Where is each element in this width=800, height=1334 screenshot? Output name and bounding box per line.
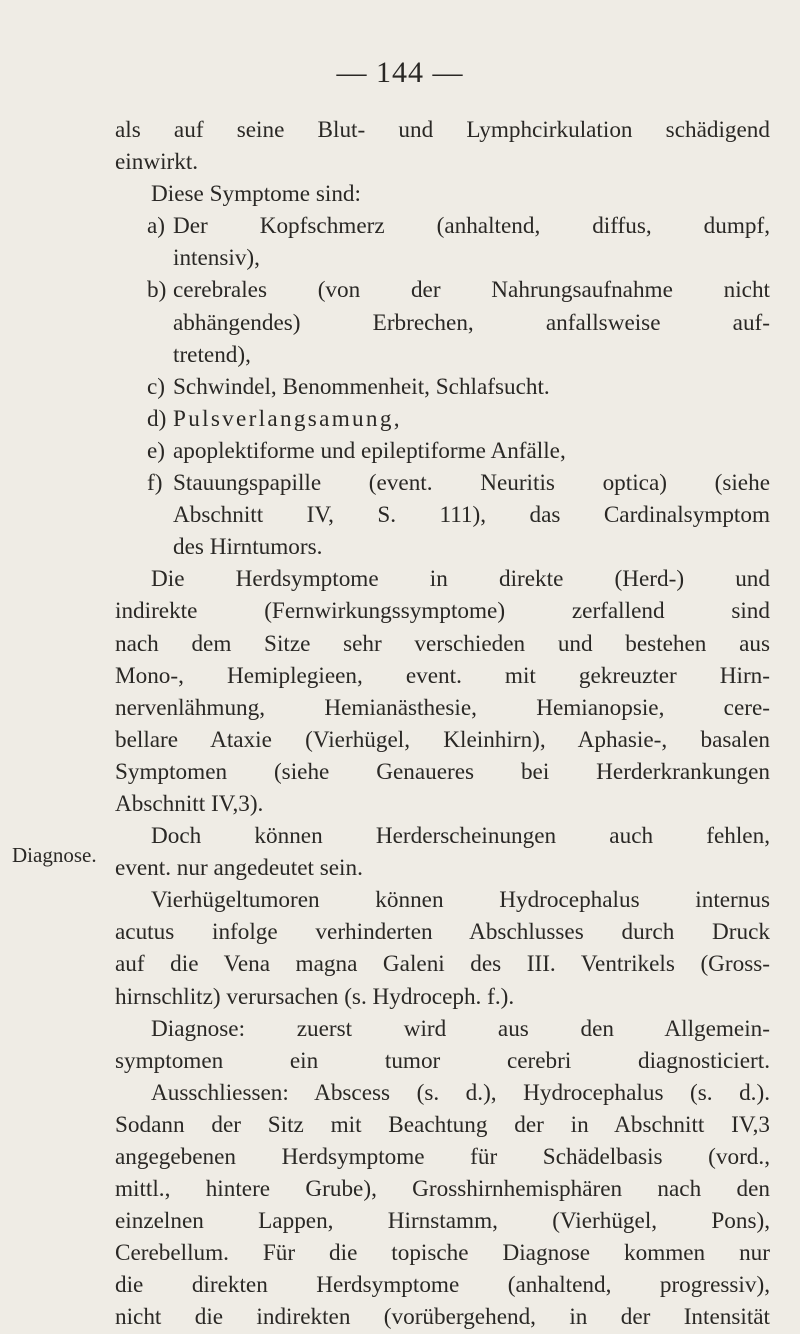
text-line: Schwindel, Benommenheit, Schlafsucht. — [173, 373, 550, 400]
body-text — [115, 114, 770, 1334]
text-line: apoplektiforme und epileptiforme Anfälle, — [173, 437, 566, 464]
text-line: bellare Ataxie (Vierhügel, Kleinhirn), Aphasie-, basalen — [115, 726, 770, 753]
text-line: Der Kopfschmerz (anhaltend, diffus, dumpf, — [173, 213, 770, 240]
text-line: nicht die indirekten (vorübergehend, in der Intensität — [115, 1304, 770, 1331]
text-line: einwirkt. — [115, 149, 199, 176]
list-label: f) — [147, 470, 163, 497]
text-line: acutus infolge verhinderten Abschlusses durch Druck — [115, 919, 770, 946]
list-item-e — [115, 435, 770, 467]
text-line: angegebenen Herdsymptome für Schädelbasis (vord., — [115, 1144, 770, 1170]
text-line: Symptomen (siehe Genaueres bei Herderkrankungen — [115, 758, 770, 785]
text-line: die direkten Herdsymptome (anhaltend, progressiv), — [115, 1272, 770, 1299]
text-line: Vierhügeltumoren können Hydrocephalus internus — [151, 887, 770, 914]
text-line: Diese Symptome sind: — [151, 181, 361, 208]
text-line: Mono-, Hemiplegieen, event. mit gekreuzter Hirn- — [115, 662, 770, 689]
text-line: nervenlähmung, Hemianästhesie, Hemianopsie, cere- — [115, 694, 770, 721]
list-item-c — [115, 371, 770, 403]
text-line: tretend), — [173, 341, 251, 368]
text-line: Doch können Herderscheinungen auch fehlen, — [151, 823, 770, 850]
margin-note-diagnose: Diagnose. — [12, 843, 97, 867]
text-line: intensiv), — [173, 245, 260, 272]
list-label: d) — [147, 405, 167, 432]
text-line: einzelnen Lappen, Hirnstamm, (Vierhügel, Pons), — [115, 1208, 770, 1235]
list-item-f — [115, 467, 770, 499]
text-line: indirekte (Fernwirkungssymptome) zerfallend sind — [115, 598, 770, 625]
list-item-d — [115, 403, 770, 435]
text-line: nach dem Sitze sehr verschieden und bestehen aus — [115, 630, 770, 657]
text-line: Die Herdsymptome in direkte (Herd-) und — [151, 566, 770, 593]
text-line: Cerebellum. Für die topische Diagnose kommen nur — [115, 1240, 770, 1267]
text-line: mittl., hintere Grube), Grosshirnhemisphären nach den — [115, 1176, 770, 1203]
text-line: event. nur angedeutet sein. — [115, 855, 363, 882]
text-line: Sodann der Sitz mit Beachtung der in Abschnitt IV,3 — [115, 1111, 770, 1138]
text-line: abhängendes) Erbrechen, anfallsweise auf- — [173, 309, 770, 336]
text-line: Abschnitt IV, S. 111), das Cardinalsymptom — [173, 502, 770, 529]
text-line: Diagnose: zuerst wird aus den Allgemein- — [151, 1015, 770, 1042]
page-number: — 144 — — [336, 56, 464, 89]
text-line: Ausschliessen: Abscess (s. d.), Hydrocephalus (s. d.). — [151, 1079, 770, 1106]
list-item-b — [115, 274, 770, 306]
text-line: Pulsverlangsamung, — [173, 405, 402, 432]
list-label: e) — [147, 437, 166, 464]
text-line: auf die Vena magna Galeni des III. Ventrikels (Gross- — [115, 951, 770, 978]
list-label: b) — [147, 277, 167, 304]
text-line: cerebrales (von der Nahrungsaufnahme nicht — [173, 277, 770, 304]
text-line: Abschnitt IV,3). — [115, 790, 264, 817]
list-item-a — [115, 210, 770, 242]
text-line: Stauungspapille (event. Neuritis optica) (siehe — [173, 470, 770, 497]
text-line: als auf seine Blut- und Lymphcirkulation schädigend — [115, 117, 770, 143]
text-line: hirnschlitz) verursachen (s. Hydroceph. f.). — [115, 983, 515, 1010]
text-line: des Hirntumors. — [173, 534, 323, 561]
list-label: a) — [147, 213, 166, 240]
text-line: symptomen ein tumor cerebri diagnosticiert. — [115, 1047, 770, 1074]
list-label: c) — [147, 373, 166, 400]
